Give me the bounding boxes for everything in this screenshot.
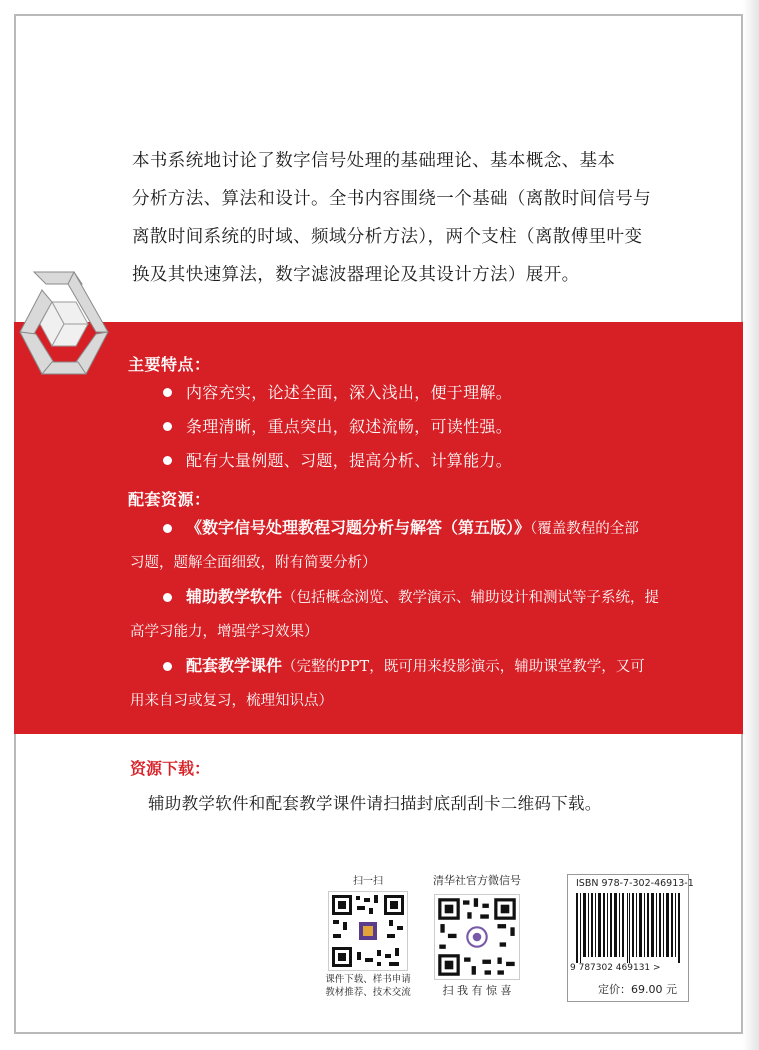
bullet-icon xyxy=(163,456,172,465)
resource-desc-cont: 用来自习或复习，梳理知识点） xyxy=(130,693,333,709)
feature-item xyxy=(163,448,512,471)
resource-name: 《数字信号处理教程习题分析与解答（第五版）》 xyxy=(186,518,531,537)
feature-text: 配有大量例题、习题，提高分析、计算能力。 xyxy=(186,451,513,470)
intro-line: 换及其快速算法，数字滤波器理论及其设计方法）展开。 xyxy=(132,265,580,285)
bullet-icon xyxy=(163,524,172,533)
bullet-icon xyxy=(163,662,172,671)
bullet-icon xyxy=(163,422,172,431)
page-edge xyxy=(743,0,759,1050)
intro-line: 本书系统地讨论了数字信号处理的基础理论、基本概念、基本 xyxy=(132,151,616,171)
resource-desc: （包括概念浏览、教学演示、辅助设计和测试等子系统，提 xyxy=(282,590,660,606)
isbn-barcode-box xyxy=(567,874,694,1002)
price-label: 定价：69.00 元 xyxy=(598,983,677,996)
barcode-digits: 9 787302 469131 > xyxy=(570,963,661,973)
intro-line: 分析方法、算法和设计。全书内容围绕一个基础（离散时间信号与 xyxy=(132,189,652,209)
intro-paragraph xyxy=(130,142,685,294)
feature-item xyxy=(163,380,512,403)
resource-desc-cont: 高学习能力，增强学习效果） xyxy=(130,624,319,640)
qr-label: 扫一扫 xyxy=(353,876,383,887)
bullet-icon xyxy=(163,388,172,397)
qr-block-wechat xyxy=(424,872,530,997)
resource-item xyxy=(130,649,683,718)
resource-desc: （完整的PPT，既可用来投影演示，辅助课堂教学，又可 xyxy=(282,659,645,675)
qr-code-icon[interactable] xyxy=(434,894,520,980)
resources-title: 配套资源： xyxy=(128,490,211,509)
resource-name: 配套教学课件 xyxy=(186,656,283,675)
qr-block-courseware xyxy=(320,872,416,999)
resource-item xyxy=(130,511,683,580)
qr-note: 教材推荐、技术交流 xyxy=(325,987,411,998)
qr-code-icon[interactable] xyxy=(328,891,408,971)
resource-name: 辅助教学软件 xyxy=(186,587,283,606)
publisher-logo-icon xyxy=(12,262,124,402)
isbn-label: ISBN 978-7-302-46913-1 xyxy=(576,878,694,889)
download-title: 资源下载： xyxy=(130,759,211,778)
resource-desc: （覆盖教程的全部 xyxy=(530,521,639,537)
features-title: 主要特点： xyxy=(128,355,211,374)
bullet-icon xyxy=(163,593,172,602)
download-text: 辅助教学软件和配套教学课件请扫描封底刮刮卡二维码下载。 xyxy=(148,794,602,813)
feature-text: 内容充实，论述全面，深入浅出，便于理解。 xyxy=(186,383,513,402)
intro-line: 离散时间系统的时域、频域分析方法），两个支柱（离散傅里叶变 xyxy=(132,227,643,247)
resource-desc-cont: 习题，题解全面细致，附有简要分析） xyxy=(130,555,377,571)
qr-label: 清华社官方微信号 xyxy=(433,874,521,887)
qr-note: 扫 我 有 惊 喜 xyxy=(442,984,512,997)
qr-note: 课件下载、样书申请 xyxy=(325,974,411,985)
feature-item xyxy=(163,414,512,437)
feature-text: 条理清晰，重点突出，叙述流畅，可读性强。 xyxy=(186,417,513,436)
barcode-icon xyxy=(576,893,682,963)
resource-item xyxy=(130,580,683,649)
